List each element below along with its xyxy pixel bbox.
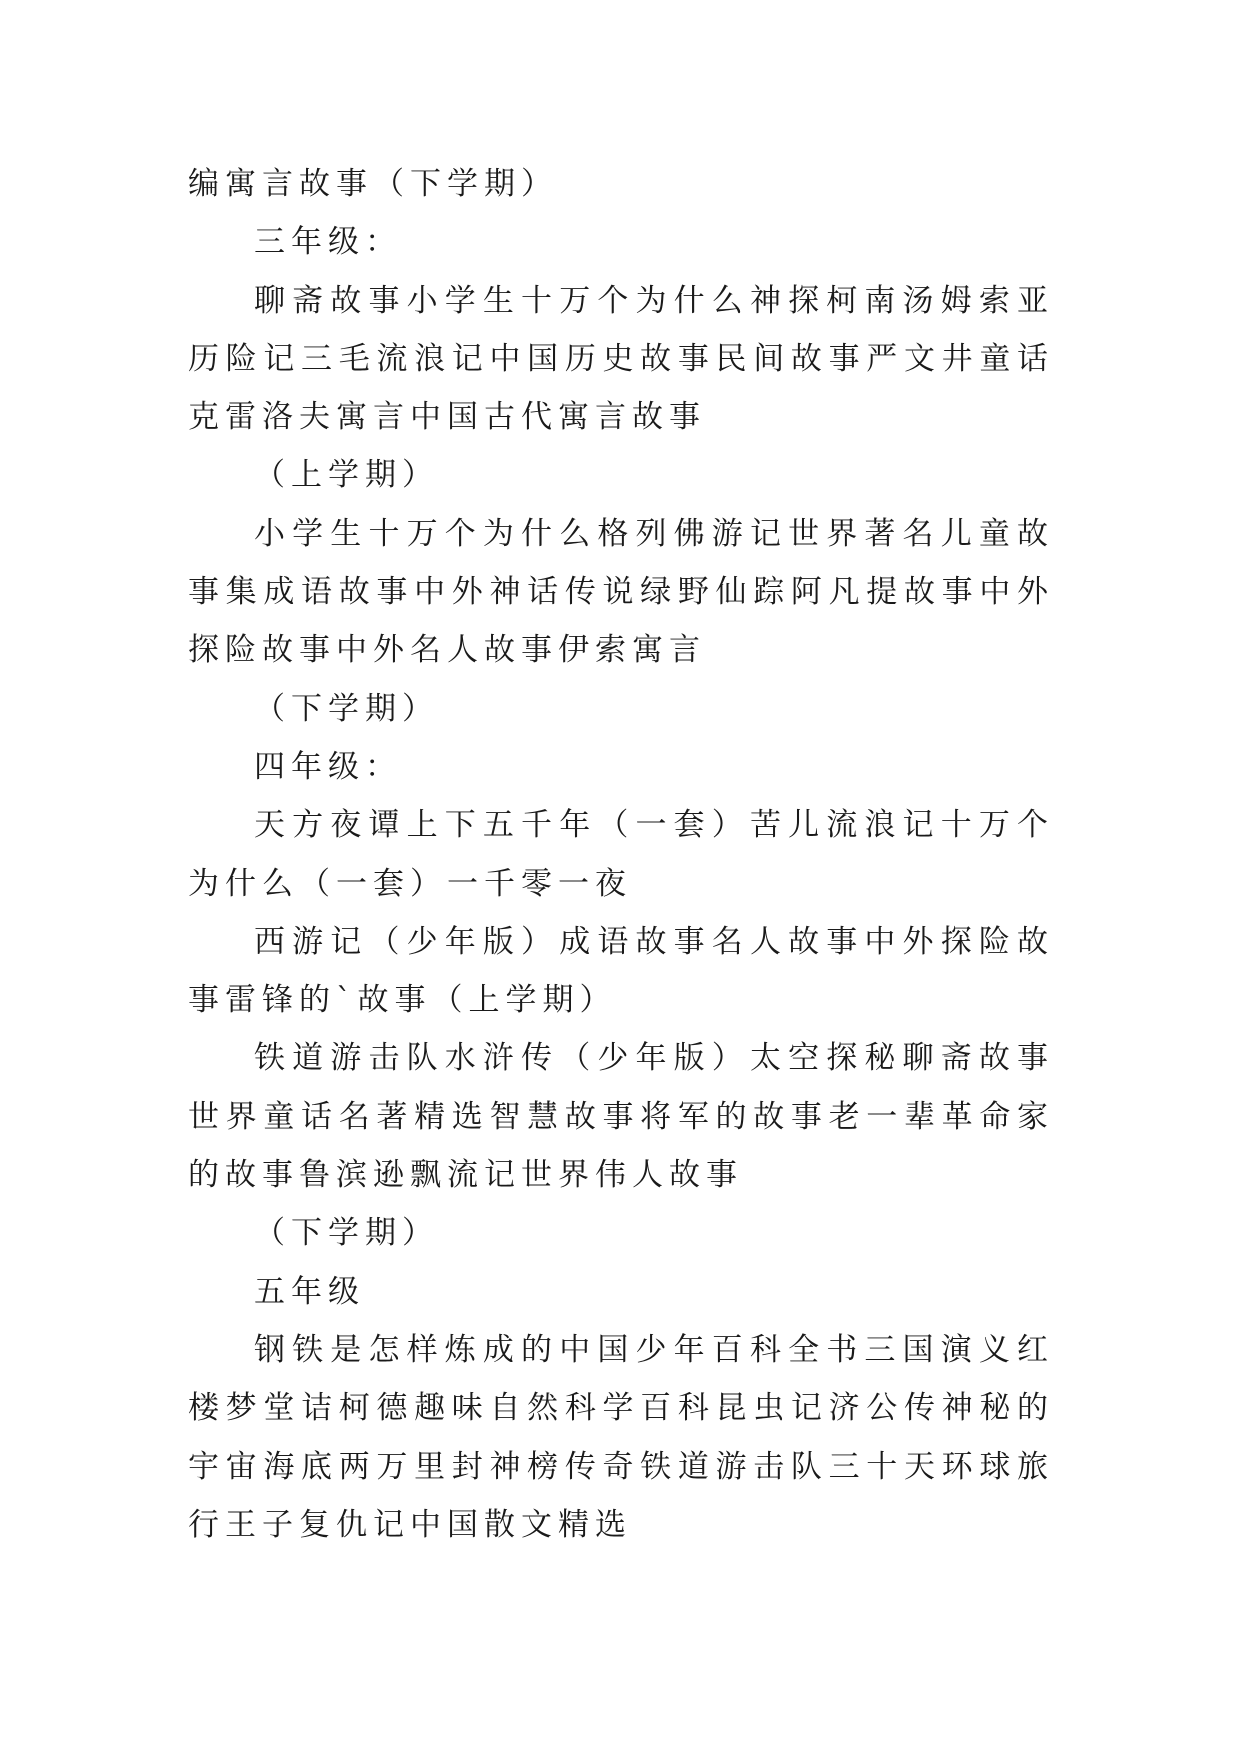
paragraph-1: 编寓言故事（下学期） (188, 166, 558, 202)
grade-3-first-term-label: （上学期） (254, 457, 439, 494)
grade-4-books-part-1: 天方夜谭上下五千年（一套）苦儿流浪记十万个为什么（一套）一千零一夜 (188, 807, 1054, 902)
grade-4-heading: 四年级： (254, 748, 402, 785)
grade-3-heading: 三年级： (254, 224, 402, 261)
grade-4-second-term-label: （下学期） (254, 1215, 439, 1252)
grade-5-books: 钢铁是怎样炼成的中国少年百科全书三国演义红楼梦堂诘柯德趣味自然科学百科昆虫记济公传神秘的宇宙海底两万里封神榜传奇铁道游击队三十天环球旅行王子复仇记中国散文精选 (188, 1331, 1054, 1543)
grade-3-first-term-books: 聊斋故事小学生十万个为什么神探柯南汤姆索亚历险记三毛流浪记中国历史故事民间故事严文井童话克雷洛夫寓言中国古代寓言故事 (188, 282, 1054, 436)
grade-4-second-term-books: 铁道游击队水浒传（少年版）太空探秘聊斋故事世界童话名著精选智慧故事将军的故事老一辈革命家的故事鲁滨逊飘流记世界伟人故事 (188, 1040, 1054, 1194)
document-body (188, 155, 1054, 1554)
grade-3-second-term-label: （下学期） (254, 690, 439, 727)
grade-5-heading: 五年级 (254, 1273, 365, 1310)
grade-3-second-term-books: 小学生十万个为什么格列佛游记世界著名儿童故事集成语故事中外神话传说绿野仙踪阿凡提故事中外探险故事中外名人故事伊索寓言 (188, 515, 1054, 669)
grade-4-first-term-books: 西游记（少年版）成语故事名人故事中外探险故事雷锋的`故事（上学期） (188, 923, 1054, 1019)
